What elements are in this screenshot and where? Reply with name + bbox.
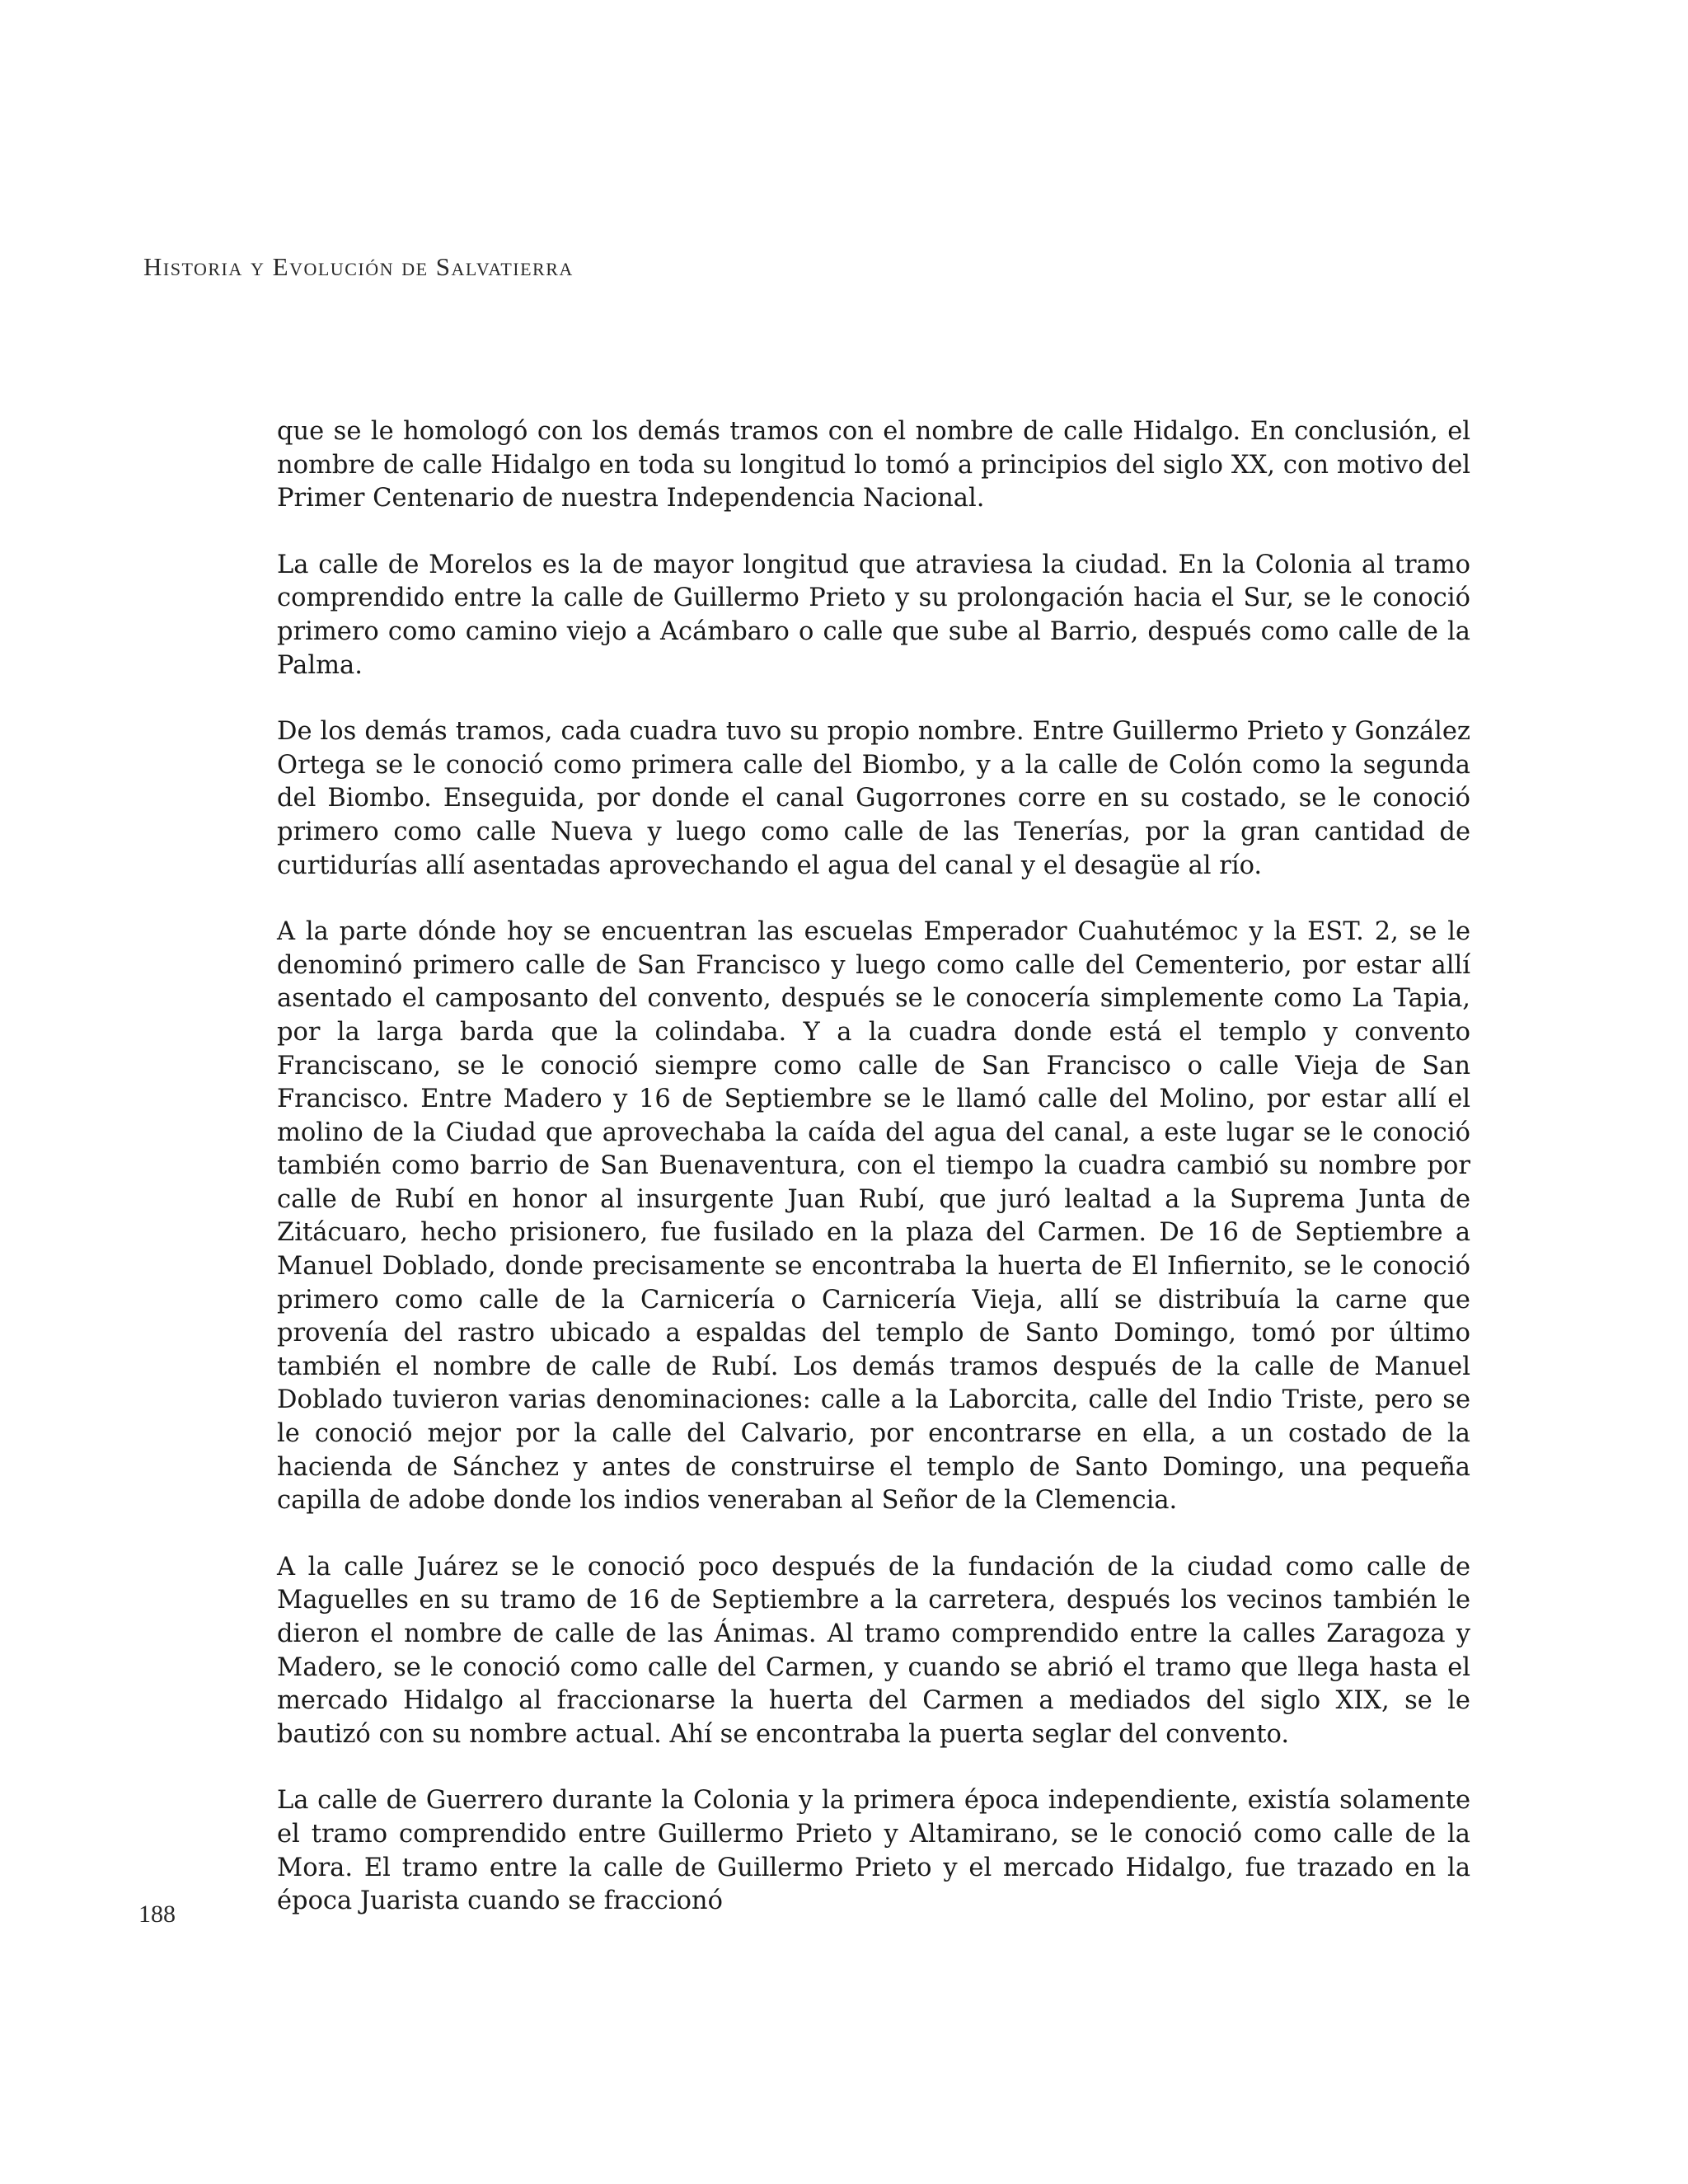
body-text bbox=[277, 415, 1470, 1919]
running-head: Historia y Evolución de Salvatierra bbox=[143, 252, 574, 281]
paragraph: A la calle Juárez se le conoció poco después de la fundación de la ciudad como calle de Maguelles en su tramo de 16 de Septiembre a la carretera, después los vecinos también le dieron el nombre de calle de las Ánimas. Al tramo comprendido entre la calles Zaragoza y Madero, se le conoció como calle del Carmen, y cuando se abrió el tramo que llega hasta el mercado Hidalgo al fraccionarse la huerta del Carmen a mediados del siglo XIX, se le bautizó con su nombre actual. Ahí se encontraba la puerta seglar del convento. bbox=[277, 1552, 1470, 1749]
paragraph: La calle de Morelos es la de mayor longitud que atraviesa la ciudad. En la Colonia al tramo comprendido entre la calle de Guillermo Prieto y su prolongación hacia el Sur, se le conoció primero como camino viejo a Acámbaro o calle que sube al Barrio, después como calle de la Palma. bbox=[277, 550, 1470, 680]
paragraph: La calle de Guerrero durante la Colonia y la primera época independiente, existía solamente el tramo comprendido entre Guillermo Prieto y Altamirano, se le conoció como calle de la Mora. El tramo entre la calle de Guillermo Prieto y el mercado Hidalgo, fue trazado en la época Juarista cuando se fraccionó bbox=[277, 1786, 1470, 1916]
paragraph: A la parte dónde hoy se encuentran las escuelas Emperador Cuahutémoc y la EST. 2, se le denominó primero calle de San Francisco y luego como calle del Cementerio, por estar allí asentado el camposanto del convento, después se le conocería simplemente como La Tapia, por la larga barda que la colindaba. Y a la cuadra donde está el templo y convento Franciscano, se le conoció siempre como calle de San Francisco o calle Vieja de San Francisco. Entre Madero y 16 de Septiembre se le llamó calle del Molino, por estar allí el molino de la Ciudad que aprovechaba la caída del agua del canal, a este lugar se le conoció también como barrio de San Buenaventura, con el tiempo la cuadra cambió su nombre por calle de Rubí en honor al insurgente Juan Rubí, que juró lealtad a la Suprema Junta de Zitácuaro, hecho prisionero, fue fusilado en la plaza del Carmen. De 16 de Septiembre a Manuel Doblado, donde precisamente se encontraba la huerta de El Infiernito, se le conoció primero como calle de la Carnicería o Carnicería Vieja, allí se distribuía la carne que provenía del rastro ubicado a espaldas del templo de Santo Domingo, tomó por último también el nombre de calle de Rubí. Los demás tramos después de la calle de Manuel Doblado tuvieron varias denominaciones: calle a la Laborcita, calle del Indio Triste, pero se le conoció mejor por la calle del Calvario, por encontrarse en ella, a un costado de la hacienda de Sánchez y antes de construirse el templo de Santo Domingo, una pequeña capilla de adobe donde los indios veneraban al Señor de la Clemencia. bbox=[277, 917, 1470, 1516]
paragraph: De los demás tramos, cada cuadra tuvo su propio nombre. Entre Guillermo Prieto y González Ortega se le conoció como primera calle del Biombo, y a la calle de Colón como la segunda del Biombo. Enseguida, por donde el canal Gugorrones corre en su costado, se le conoció primero como calle Nueva y luego como calle de las Tenerías, por la gran cantidad de curtidurías allí asentadas aprovechando el agua del canal y el desagüe al río. bbox=[277, 717, 1470, 880]
paragraph: que se le homologó con los demás tramos con el nombre de calle Hidalgo. En conclusión, el nombre de calle Hidalgo en toda su longitud lo tomó a principios del siglo XX, con motivo del Primer Centenario de nuestra Independencia Nacional. bbox=[277, 417, 1470, 513]
page-number: 188 bbox=[138, 1900, 176, 1928]
